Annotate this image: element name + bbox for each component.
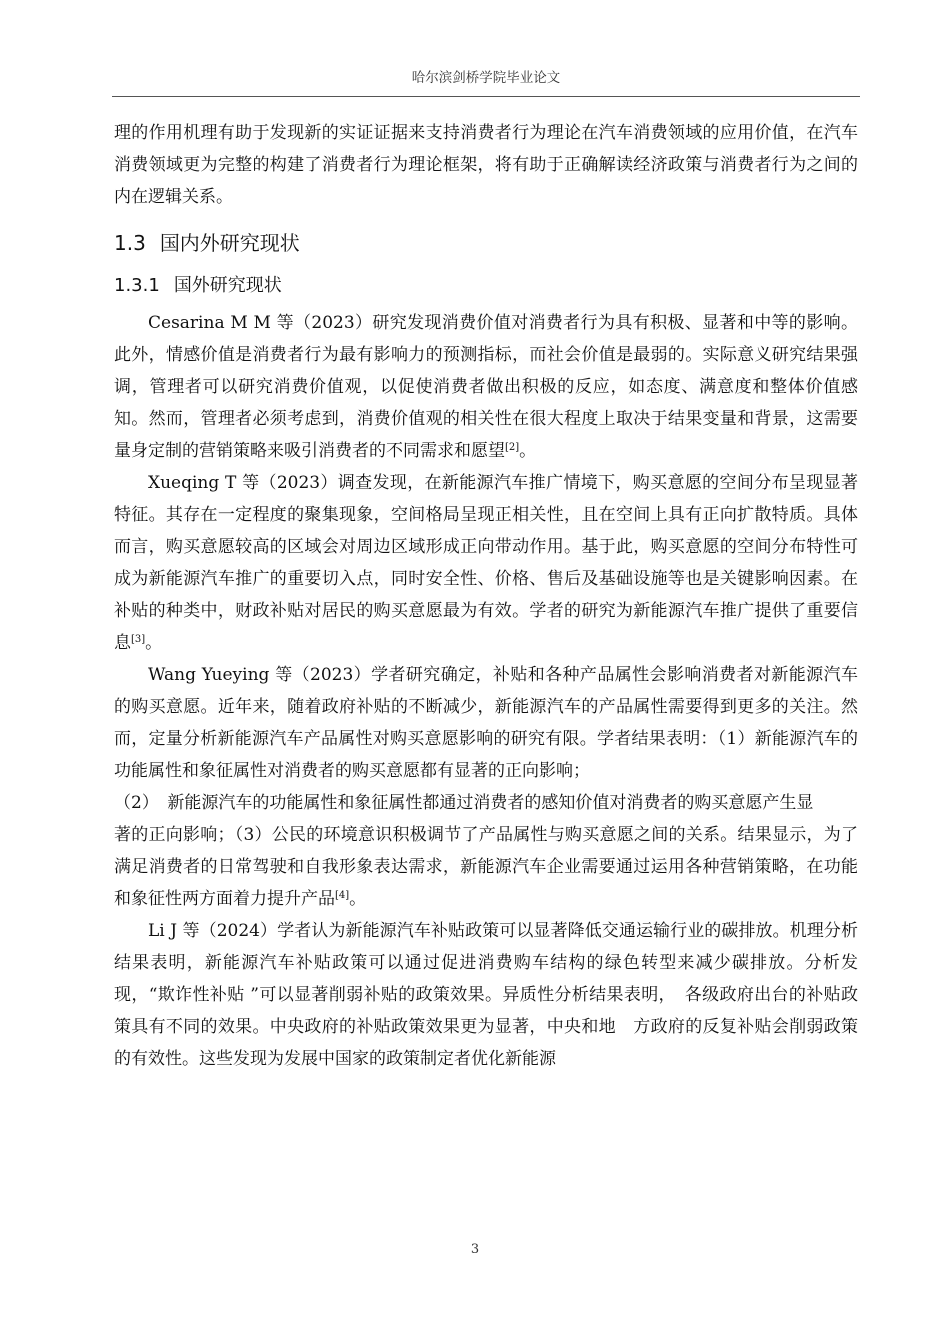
citation-2[interactable]: [2] xyxy=(505,442,520,453)
header-rule xyxy=(112,96,860,97)
subsection-title: 国外研究现状 xyxy=(173,275,282,296)
paragraph-wang: Wang Yueying 等（2023）学者研究确定，补贴和各种产品属性会影响消费者对新能源汽车的购买意愿。近年来，随着政府补贴的不断减少，新能源汽车的产品属性需要得到更多的关注。然而，定量分析新能源汽车产品属性对购买意愿影响的研究有限。学者结果表明：（1）新能源汽车的功能属性和象征属性对消费者的购买意愿都有显著的正向影响； xyxy=(114,665,858,781)
paragraph-xueqing xyxy=(114,467,858,659)
page-body xyxy=(114,117,858,1075)
citation-3[interactable]: [3] xyxy=(131,634,146,645)
paragraph-continuation: 理的作用机理有助于发现新的实证证据来支持消费者行为理论在汽车消费领域的应用价值，在汽车消费领域更为完整的构建了消费者行为理论框架，将有助于正确解读经济政策与消费者行为之间的内在逻辑关系。 xyxy=(114,123,858,207)
paragraph-li: Li J 等（2024）学者认为新能源汽车补贴政策可以显著降低交通运输行业的碳排放。机理分析结果表明，新能源汽车补贴政策可以通过促进消费购车结构的绿色转型来减少碳排放。分析发现，“欺诈性补贴 ”可以显著削弱补贴的政策效果。异质性分析结果表明， 各级政府出台的补贴政策具有不同的效果。中央政府的补贴政策效果更为显著，中央和地 方政府的反复补贴会削弱政策的有效性。这些发现为发展中国家的政策制定者优化新能源 xyxy=(114,921,858,1069)
paragraph-wang-item-2: （2） 新能源汽车的功能属性和象征属性都通过消费者的感知价值对消费者的购买意愿产生显 xyxy=(114,793,814,813)
paragraph-text: Xueqing T 等（2023）调查发现，在新能源汽车推广情境下，购买意愿的空间分布呈现显著特征。其存在一定程度的聚集现象，空间格局呈现正相关性，且在空间上具有正向扩散特质。具体而言，购买意愿较高的区域会对周边区域形成正向带动作用。基于此，购买意愿的空间分布特性可成为新能源汽车推广的重要切入点，同时安全性、价格、售后及基础设施等也是关键影响因素。在补贴的种类中，财政补贴对居民的购买意愿最为有效。学者的研究为新能源汽车推广提供了重要信息 xyxy=(114,473,858,653)
paragraph-text: Cesarina M M 等（2023）研究发现消费价值对消费者行为具有积极、显著和中等的影响。此外，情感价值是消费者行为最有影响力的预测指标，而社会价值是最弱的。实际意义研究结果强调，管理者可以研究消费价值观，以促使消费者做出积极的反应，如态度、满意度和整体价值感知。然而，管理者必须考虑到，消费价值观的相关性在很大程度上取决于结果变量和背景，这需要量身定制的营销策略来吸引消费者的不同需求和愿望 xyxy=(114,313,858,461)
page-number: 3 xyxy=(470,1242,480,1257)
paragraph-wang-continued xyxy=(114,819,858,915)
page-header: 哈尔滨剑桥学院毕业论文 xyxy=(411,70,561,86)
subsection-heading-1-3-1 xyxy=(114,269,858,303)
paragraph-end: 。 xyxy=(349,889,367,909)
paragraph-end: 。 xyxy=(145,633,163,653)
section-number: 1.3 xyxy=(114,231,146,255)
paragraph-cesarina xyxy=(114,307,858,467)
citation-4[interactable]: [4] xyxy=(335,890,350,901)
subsection-number: 1.3.1 xyxy=(114,275,160,296)
section-heading-1-3 xyxy=(114,225,858,261)
section-title: 国内外研究现状 xyxy=(159,231,300,255)
paragraph-text: 著的正向影响；（3）公民的环境意识积极调节了产品属性与购买意愿之间的关系。结果显示，为了满足消费者的日常驾驶和自我形象表达需求，新能源汽车企业需要通过运用各种营销策略，在功能和象征性两方面着力提升产品 xyxy=(114,825,858,909)
paragraph-end: 。 xyxy=(519,441,537,461)
